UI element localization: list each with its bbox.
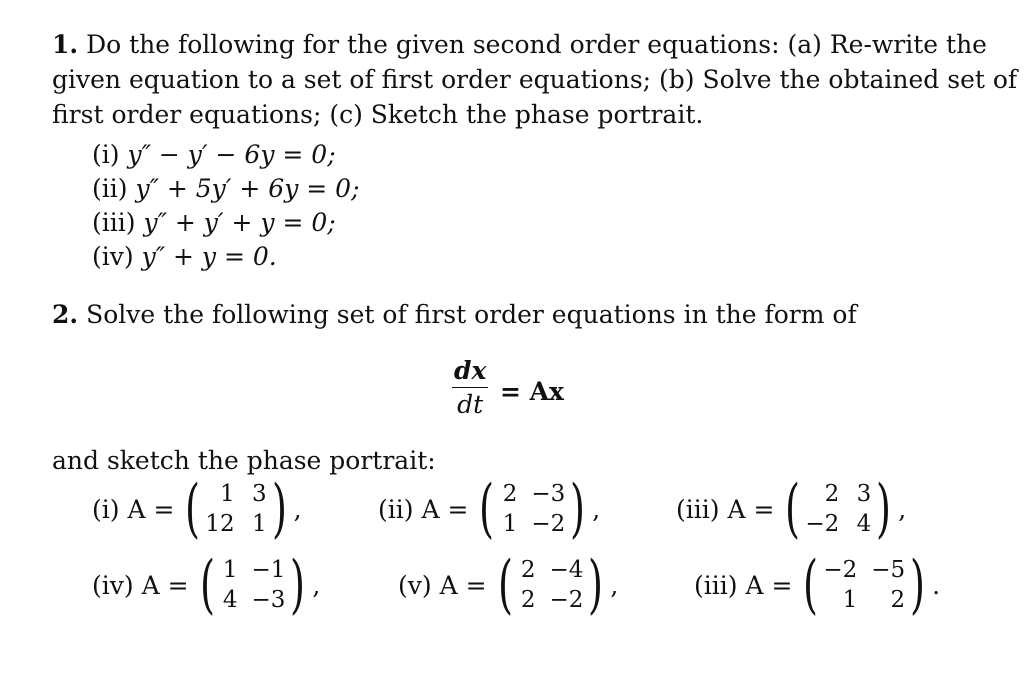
problem-1-intro-line-2: given equation to a set of first order equations; (b) Solve the obtained set of xyxy=(52,65,1018,94)
equation-rhs: = Ax xyxy=(500,377,564,406)
matrix-cell: 3 xyxy=(856,481,872,507)
problem-1-number: 1. xyxy=(52,30,79,59)
matrix-cell: −5 xyxy=(871,557,906,583)
equation-expression: y″ + y = 0. xyxy=(141,242,277,271)
problem-2-number: 2. xyxy=(52,300,79,329)
left-paren: ( xyxy=(199,548,215,622)
equation-label: (i) xyxy=(92,140,120,169)
matrix-item xyxy=(398,548,619,622)
matrix xyxy=(180,472,291,546)
matrix-cell: 1 xyxy=(220,481,235,507)
right-paren: ) xyxy=(570,472,586,546)
matrix-entries xyxy=(518,555,584,615)
matrix-cell: 2 xyxy=(890,587,906,613)
left-paren: ( xyxy=(803,548,819,622)
fraction-numerator: dx xyxy=(454,356,487,385)
matrix-item xyxy=(694,548,941,622)
matrix-cell: −2 xyxy=(805,511,840,537)
matrix-entries xyxy=(205,479,266,539)
matrix-item xyxy=(92,548,321,622)
matrix-label: (ii) A = xyxy=(378,494,469,524)
problem-2-line xyxy=(52,300,857,329)
matrix-cell: 2 xyxy=(502,481,518,507)
left-paren: ( xyxy=(497,548,513,622)
matrix-cell: −2 xyxy=(823,557,858,583)
matrix-cell: 12 xyxy=(205,511,235,537)
matrix-label: (iii) A = xyxy=(676,494,775,524)
matrix-cell: 3 xyxy=(252,481,267,507)
matrix xyxy=(195,548,311,622)
matrix-label: (v) A = xyxy=(398,570,487,600)
matrix-cell: −2 xyxy=(549,587,584,613)
matrix xyxy=(474,472,590,546)
matrix-punctuation: , xyxy=(293,494,302,524)
right-paren: ) xyxy=(910,548,926,622)
equation-expression: y″ + y′ + y = 0; xyxy=(143,208,336,237)
matrix-punctuation: , xyxy=(312,570,321,600)
matrix-entries xyxy=(805,479,871,539)
matrix-punctuation: , xyxy=(610,570,619,600)
matrix-punctuation: , xyxy=(592,494,601,524)
equation-expression: y″ − y′ − 6y = 0; xyxy=(127,140,336,169)
matrix-cell: −1 xyxy=(251,557,286,583)
matrix xyxy=(798,548,930,622)
matrix-label: (iii) A = xyxy=(694,570,793,600)
matrix-entries xyxy=(220,555,286,615)
problem-1-line-1 xyxy=(52,30,987,59)
equation-expression: y″ + 5y′ + 6y = 0; xyxy=(135,174,360,203)
matrix xyxy=(493,548,609,622)
left-paren: ( xyxy=(479,472,495,546)
right-paren: ) xyxy=(290,548,306,622)
problem-2-intro: Solve the following set of first order equations in the form of xyxy=(86,300,857,329)
equation-item xyxy=(92,208,336,237)
left-paren: ( xyxy=(185,472,201,546)
matrix-punctuation: , xyxy=(898,494,907,524)
matrix xyxy=(780,472,896,546)
matrix-item xyxy=(92,472,302,546)
matrix-item xyxy=(378,472,601,546)
equation-item xyxy=(92,242,277,271)
equation-label: (iv) xyxy=(92,242,134,271)
matrix-cell: 1 xyxy=(252,511,267,537)
equation-label: (ii) xyxy=(92,174,128,203)
matrix-cell: −3 xyxy=(531,481,566,507)
right-paren: ) xyxy=(876,472,892,546)
sketch-instruction: and sketch the phase portrait: xyxy=(52,446,436,475)
matrix-label: (iv) A = xyxy=(92,570,189,600)
matrix-cell: 4 xyxy=(856,511,872,537)
matrix-item xyxy=(676,472,907,546)
matrix-cell: 1 xyxy=(502,511,518,537)
right-paren: ) xyxy=(271,472,287,546)
matrix-cell: 1 xyxy=(222,557,238,583)
right-paren: ) xyxy=(588,548,604,622)
problem-1-intro-line-1: Do the following for the given second order equations: (a) Re-write the xyxy=(86,30,987,59)
matrix-entries xyxy=(823,555,905,615)
matrix-punctuation: . xyxy=(932,570,941,600)
matrix-cell: 2 xyxy=(520,587,536,613)
equation-label: (iii) xyxy=(92,208,136,237)
matrix-cell: −3 xyxy=(251,587,286,613)
matrix-cell: −2 xyxy=(531,511,566,537)
matrix-cell: −4 xyxy=(549,557,584,583)
derivative-fraction xyxy=(452,356,488,419)
equation-item xyxy=(92,140,336,169)
matrix-entries xyxy=(499,479,565,539)
equation-item xyxy=(92,174,360,203)
matrix-cell: 2 xyxy=(520,557,536,583)
fraction-bar xyxy=(452,387,488,388)
left-paren: ( xyxy=(785,472,801,546)
fraction-denominator: dt xyxy=(457,390,484,419)
problem-1-intro-line-3: first order equations; (c) Sketch the phase portrait. xyxy=(52,100,704,129)
matrix-cell: 4 xyxy=(222,587,238,613)
matrix-cell: 1 xyxy=(842,587,858,613)
matrix-label: (i) A = xyxy=(92,494,175,524)
matrix-cell: 2 xyxy=(824,481,840,507)
